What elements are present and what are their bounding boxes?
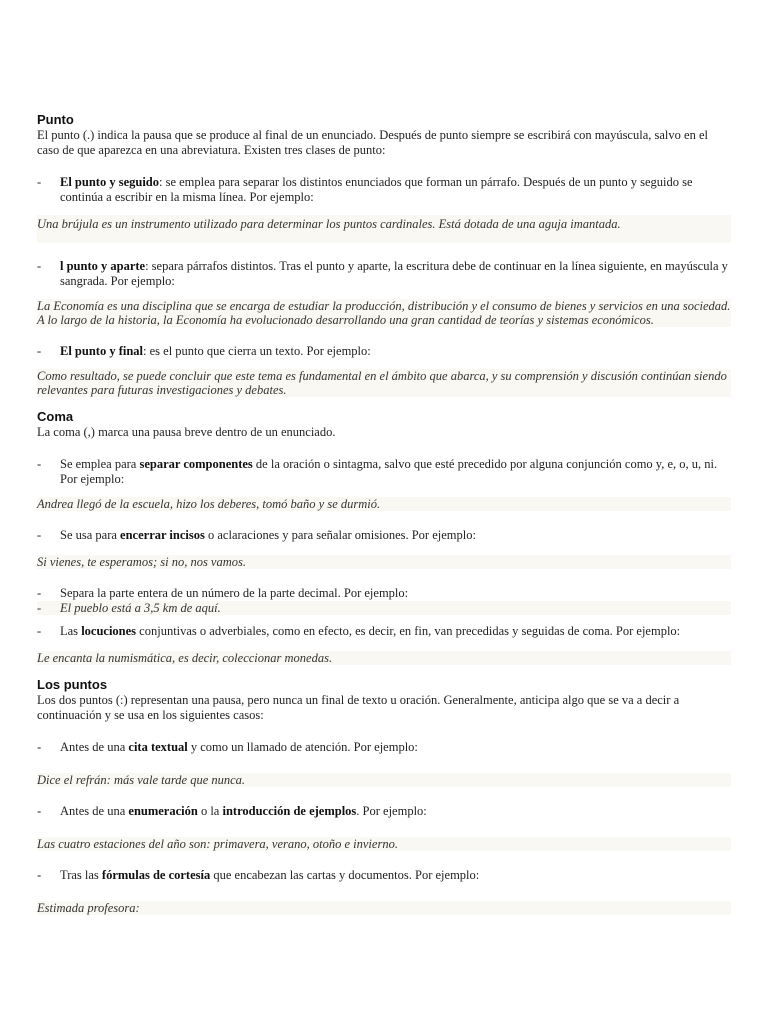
example-text: Dice el refrán: más vale tarde que nunca.	[37, 773, 246, 787]
term-bold: locuciones	[81, 624, 137, 638]
list-dash: -	[37, 528, 42, 542]
item-text: Separa la parte entera de un número de la parte decimal. Por ejemplo:	[60, 586, 409, 600]
example-text: Si vienes, te esperamos; si no, nos vamos.	[37, 555, 246, 569]
item-text: y como un llamado de atención. Por ejemplo:	[187, 740, 418, 754]
example-box	[37, 369, 731, 397]
item-text: Tras las	[60, 868, 102, 882]
section-title-coma: Coma	[37, 409, 74, 424]
item-text: : es el punto que cierra un texto. Por ejemplo:	[143, 344, 371, 358]
item-text: que encabezan las cartas y documentos. Por ejemplo:	[210, 868, 480, 882]
item-text: o aclaraciones y para señalar omisiones. Por ejemplo:	[204, 528, 476, 542]
list-item	[37, 740, 731, 755]
example-text: Las cuatro estaciones del año son: primavera, verano, otoño e invierno.	[37, 837, 398, 851]
list-dash: -	[37, 259, 42, 273]
item-text: de la oración o sintagma, salvo que esté precedido por alguna conjunción como y, e, o, u, ni. Por ejemplo:	[60, 457, 718, 486]
term-bold: introducción de ejemplos	[222, 804, 357, 818]
item-text: : separa párrafos distintos. Tras el punto y aparte, la escritura debe de continuar en la línea siguiente, en mayúscula y sangrada. Por ejemplo:	[60, 259, 728, 288]
item-text: Antes de una	[60, 740, 129, 754]
term-bold: El punto y final	[60, 344, 144, 358]
example-text: Andrea llegó de la escuela, hizo los deberes, tomó baño y se durmió.	[37, 497, 381, 511]
term-bold: l punto y aparte	[60, 259, 146, 273]
list-dash: -	[37, 344, 42, 358]
example-text: Como resultado, se puede concluir que este tema es fundamental en el ámbito que abarca, y su comprensión y discusión continúan siendo relevantes para futuras investigaciones y debates.	[37, 369, 727, 397]
list-item	[37, 528, 731, 543]
list-item	[37, 586, 731, 601]
item-text: : se emplea para separar los distintos enunciados que forman un párrafo. Después de un punto y seguido se continúa a escribir en la misma línea. Por ejemplo:	[60, 175, 693, 204]
list-dash: -	[37, 175, 42, 189]
example-text: Le encanta la numismática, es decir, coleccionar monedas.	[37, 651, 333, 665]
list-dash: -	[37, 457, 42, 471]
list-dash: -	[37, 740, 42, 754]
item-text: Las	[60, 624, 82, 638]
example-box	[37, 651, 731, 665]
example-box	[37, 901, 731, 915]
section-title-dos-puntos: Los puntos	[37, 677, 108, 692]
example-box	[37, 555, 731, 569]
example-text: La Economía es una disciplina que se encarga de estudiar la producción, distribución y el consumo de bienes y servicios en una sociedad.	[37, 299, 731, 313]
term-bold: enumeración	[128, 804, 198, 818]
example-box	[37, 837, 731, 851]
item-text: Se emplea para	[60, 457, 140, 471]
term-bold: encerrar incisos	[120, 528, 205, 542]
example-box	[37, 215, 731, 243]
list-dash: -	[37, 624, 42, 638]
example-box	[37, 497, 731, 511]
coma-intro: La coma (,) marca una pausa breve dentro de un enunciado.	[37, 425, 336, 439]
list-item	[37, 259, 731, 289]
example-text: Una brújula es un instrumento utilizado para determinar los puntos cardinales. Está dotada de una aguja imantada.	[37, 217, 621, 231]
list-dash: -	[37, 804, 42, 818]
item-text: o la	[197, 804, 223, 818]
example-box	[37, 773, 731, 787]
punto-intro: El punto (.) indica la pausa que se produce al final de un enunciado. Después de punto siempre se escribirá con mayúscula, salvo en el caso de que aparezca en una abreviatura. Existen tres clases de punto:	[37, 128, 708, 157]
term-bold: El punto y seguido	[60, 175, 159, 189]
list-dash: -	[37, 868, 42, 882]
list-item	[37, 457, 731, 487]
item-text: conjuntivas o adverbiales, como en efecto, es decir, en fin, van precedidas y seguidas de coma. Por ejemplo:	[136, 624, 681, 638]
item-text: Se usa para	[60, 528, 121, 542]
list-item	[37, 175, 731, 205]
dos-puntos-intro: Los dos puntos (:) representan una pausa, pero nunca un final de texto u oración. Generalmente, anticipa algo que se va a decir a continuación y se usa en los siguientes casos:	[37, 693, 680, 722]
term-bold: fórmulas de cortesía	[101, 868, 211, 882]
list-item	[37, 804, 731, 819]
list-item	[37, 868, 731, 883]
item-text: Antes de una	[60, 804, 129, 818]
list-item	[37, 344, 731, 359]
document-page	[37, 112, 731, 915]
example-text: A lo largo de la historia, la Economía ha evolucionado desarrollando una gran cantidad de teorías y sistemas económicos.	[37, 313, 654, 327]
term-bold: cita textual	[128, 740, 188, 754]
section-title-punto: Punto	[37, 112, 74, 127]
example-text: El pueblo está a 3,5 km de aquí.	[60, 601, 221, 615]
term-bold: separar componentes	[139, 457, 253, 471]
list-dash: -	[37, 601, 42, 615]
list-dash: -	[37, 586, 42, 600]
example-text: Estimada profesora:	[37, 901, 140, 915]
list-item	[37, 624, 731, 639]
example-box	[37, 601, 731, 615]
item-text: . Por ejemplo:	[356, 804, 427, 818]
example-box	[37, 299, 731, 327]
